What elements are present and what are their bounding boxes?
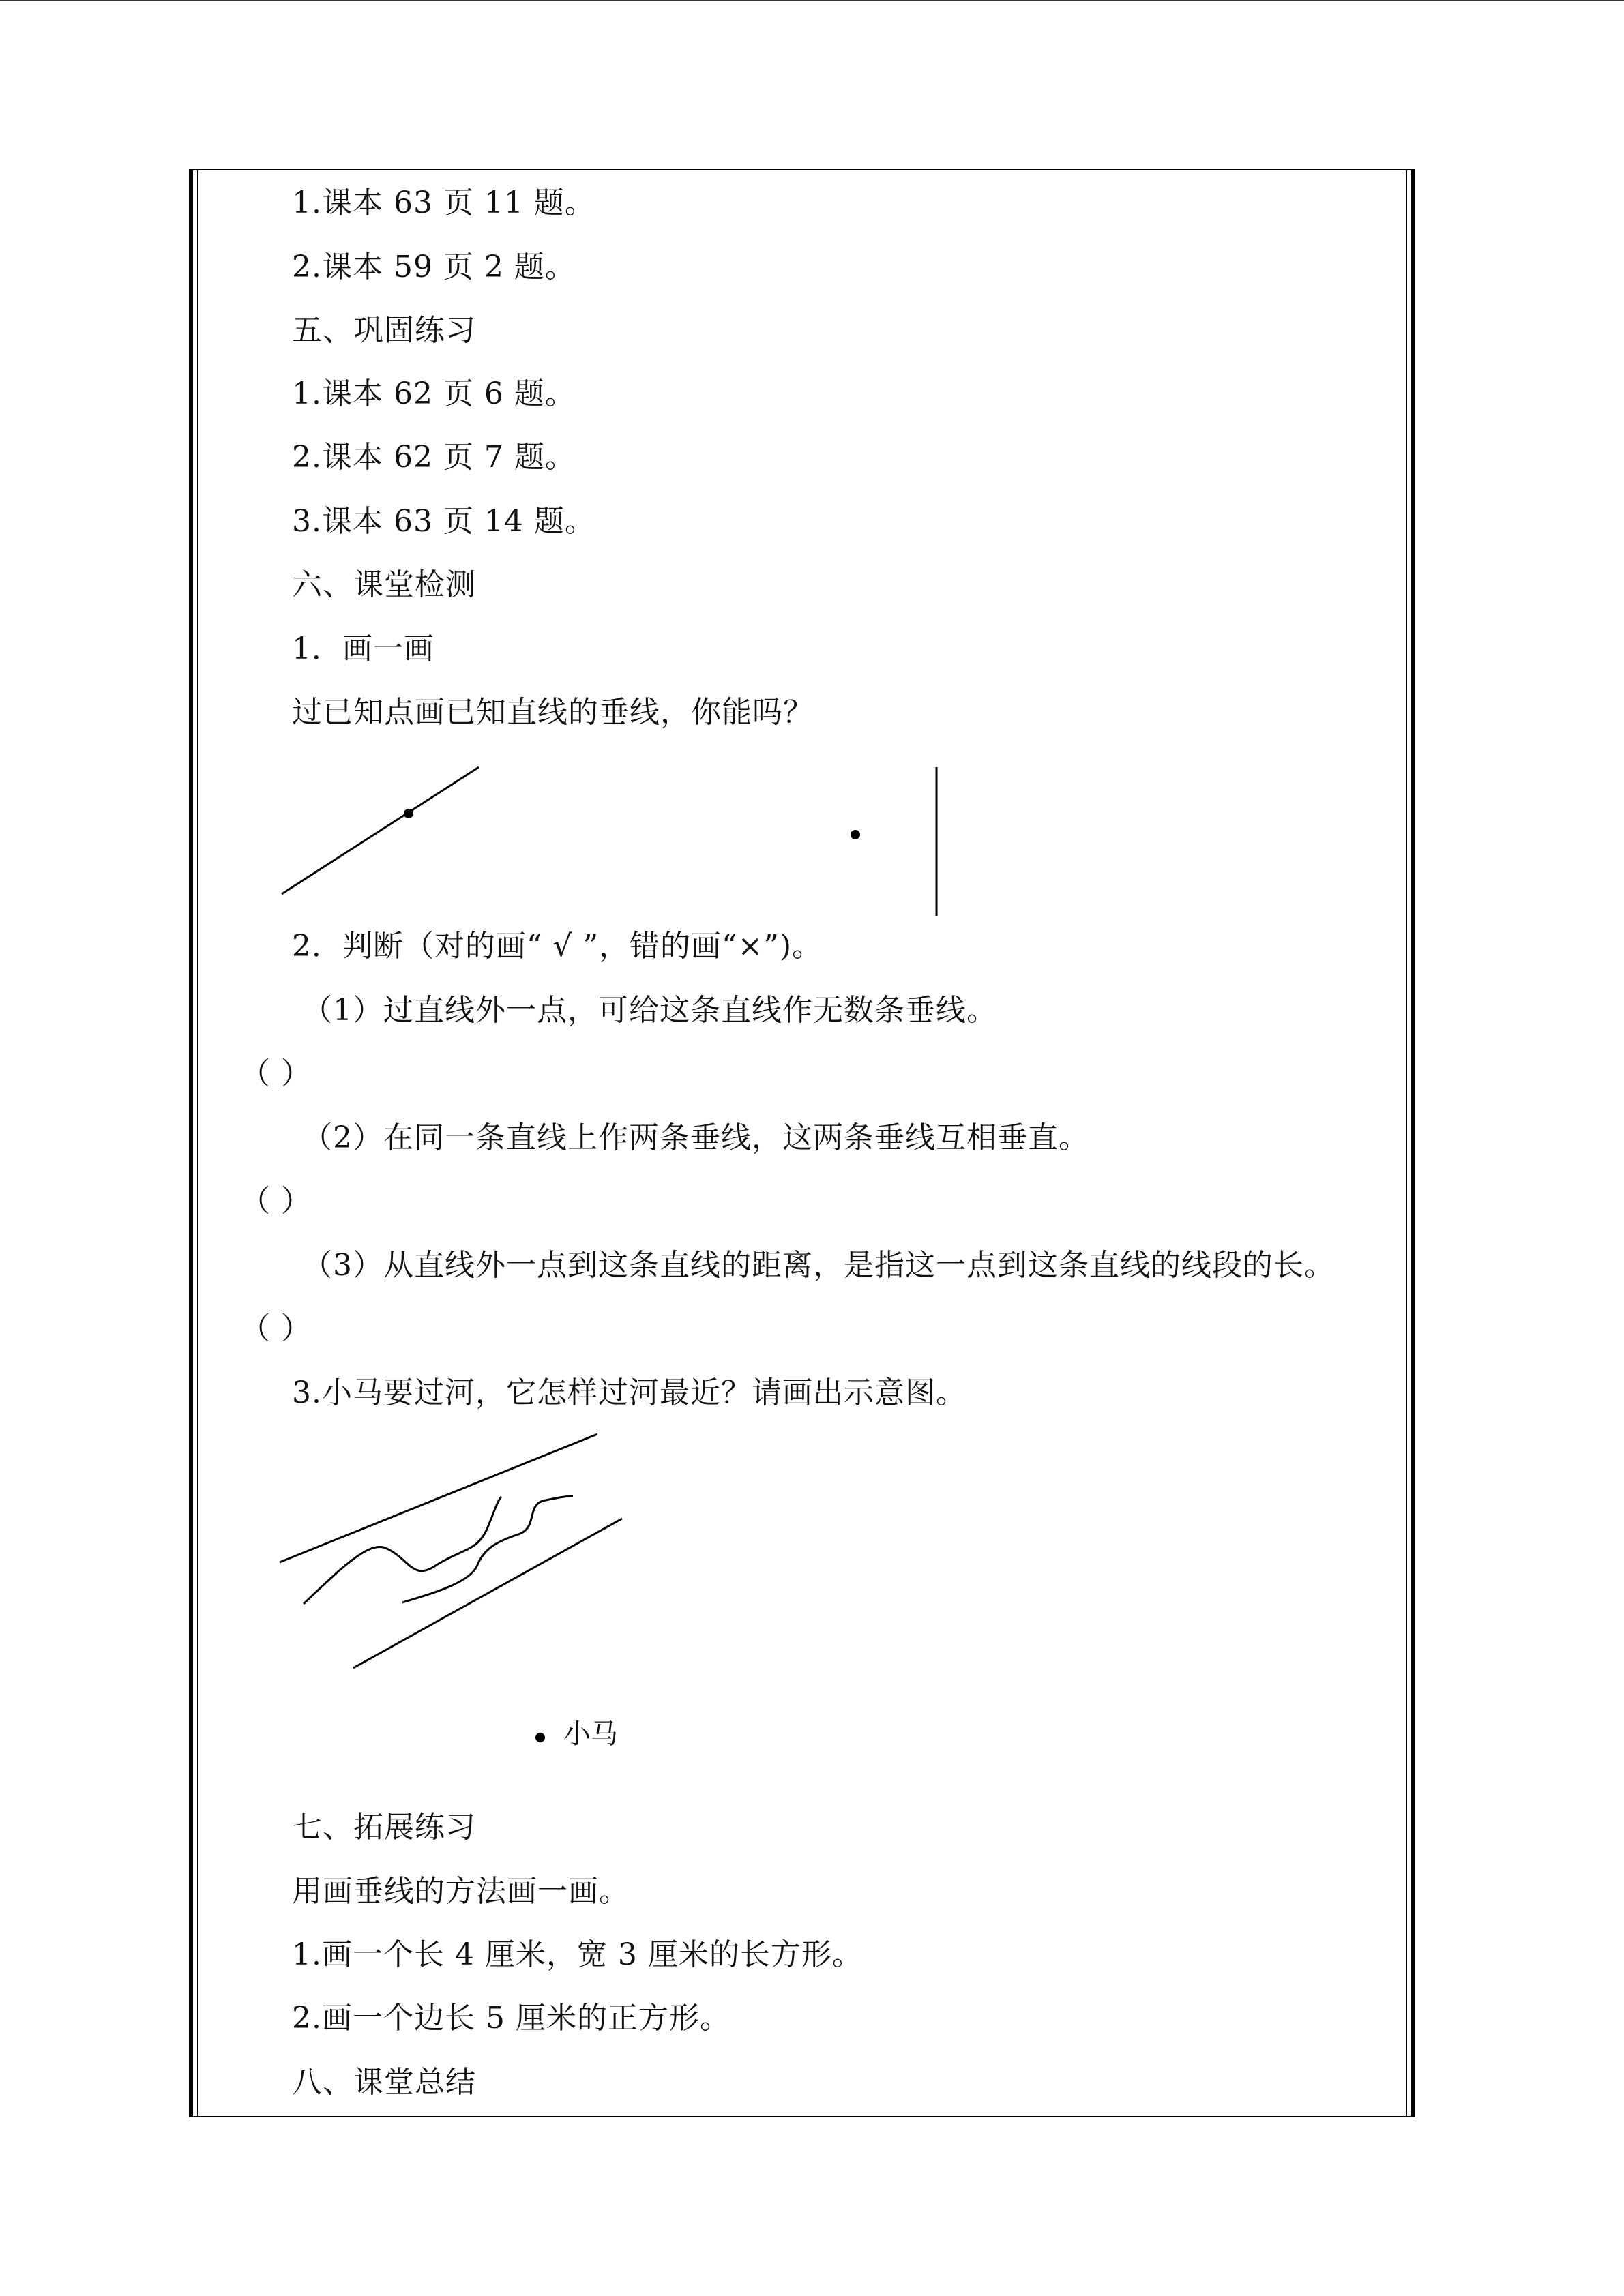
answer-blank-3[interactable]: （ ） bbox=[240, 1311, 312, 1346]
answer-blank-2[interactable]: （ ） bbox=[240, 1184, 312, 1219]
text-line-9: 过已知点画已知直线的垂线，你能吗？ bbox=[292, 695, 814, 730]
text-line-15: （3）从直线外一点到这条直线的距离，是指这一点到这条直线的线段的长。 bbox=[302, 1248, 1335, 1283]
text-line-11: （1）过直线外一点，可给这条直线作无数条垂线。 bbox=[302, 993, 997, 1028]
text-line-13: （2）在同一条直线上作两条垂线，这两条垂线互相垂直。 bbox=[302, 1120, 1089, 1155]
text-line-19: 用画垂线的方法画一画。 bbox=[292, 1874, 630, 1909]
pony-label: 小马 bbox=[563, 1718, 618, 1750]
text-line-2: 2.课本 59 页 2 题。 bbox=[292, 250, 576, 284]
text-line-1: 1.课本 63 页 11 题。 bbox=[292, 185, 595, 220]
section-heading-8: 八、课堂总结 bbox=[292, 2065, 476, 2100]
text-line-6: 3.课本 63 页 14 题。 bbox=[292, 504, 595, 539]
point-on-line bbox=[404, 809, 413, 818]
river-bank-upper bbox=[280, 1434, 597, 1562]
text-line-21: 2.画一个边长 5 厘米的正方形。 bbox=[292, 2001, 730, 2036]
text-line-10: 2．判断（对的画“ √ ”，错的画“×”)。 bbox=[292, 929, 823, 964]
section-heading-7: 七、拓展练习 bbox=[292, 1810, 476, 1845]
text-line-8: 1．画一画 bbox=[292, 631, 434, 666]
river-bank-lower bbox=[353, 1519, 622, 1668]
answer-blank-1[interactable]: （ ） bbox=[240, 1056, 312, 1091]
point-off-line bbox=[851, 830, 860, 839]
section-heading-5: 五、巩固练习 bbox=[292, 313, 476, 348]
section-heading-6: 六、课堂检测 bbox=[292, 567, 476, 602]
text-line-5: 2.课本 62 页 7 题。 bbox=[292, 440, 576, 475]
text-line-20: 1.画一个长 4 厘米，宽 3 厘米的长方形。 bbox=[292, 1937, 863, 1972]
river-stream-lower bbox=[402, 1496, 573, 1602]
text-line-4: 1.课本 62 页 6 题。 bbox=[292, 376, 576, 411]
pony-point bbox=[535, 1733, 545, 1742]
slanted-line bbox=[282, 767, 479, 894]
text-line-17: 3.小马要过河，它怎样过河最近？请画出示意图。 bbox=[292, 1375, 966, 1410]
